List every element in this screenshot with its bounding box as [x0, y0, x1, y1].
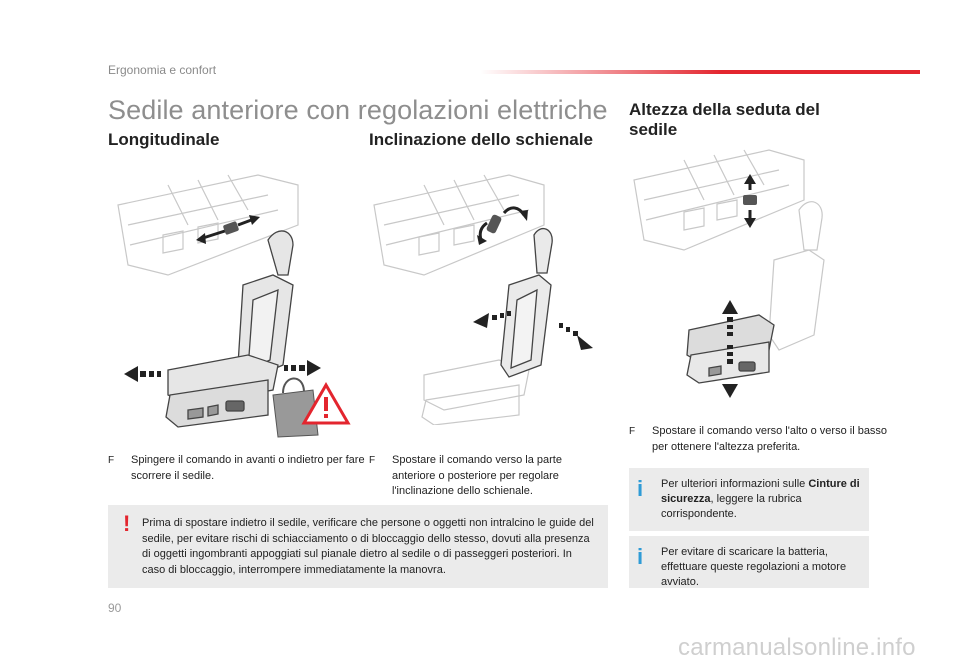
info-text-battery: Per evitare di scaricare la batteria, effettuare queste regolazioni a motore avviato.: [661, 546, 847, 588]
info-box-seatbelts: [629, 468, 869, 531]
altezza-instruction: [629, 424, 892, 455]
seat-recline-illustration: [369, 165, 599, 425]
backrest-control-arrows-icon: [477, 208, 528, 245]
header-accent-line: [480, 70, 920, 74]
heading-altezza: Altezza della seduta del sedile: [629, 100, 820, 139]
info-text-seatbelts: Per ulteriori informazioni sulle Cinture di sicurezza, leggere la rubrica corrispondente.: [661, 478, 860, 520]
bullet-icon: F: [369, 455, 376, 466]
altezza-text: Spostare il comando verso l'alto o verso il basso per ottenere l'altezza preferita.: [652, 425, 888, 453]
bullet-icon: F: [629, 426, 636, 437]
inclinazione-text: Spostare il comando verso la parte anteriore o posteriore per regolare l'inclinazione dello schienale.: [392, 454, 562, 497]
heading-longitudinale: Longitudinale: [108, 130, 220, 149]
bullet-icon: F: [108, 455, 115, 466]
page-number: 90: [108, 601, 122, 615]
info-box-battery: [629, 536, 869, 588]
warning-text: Prima di spostare indietro il sedile, verificare che persone o oggetti non intralcino le guide del sedile, per evitare rischi di schiacciamento o di bloccaggio dello stesso, dovuti alla presenza di oggetti ingombranti appoggiati sul pianale dietro al sedile o di passeggeri posteriori. In caso di bloccaggio, interrompere immediatamente la manovra.: [142, 517, 594, 576]
watermark: carmanualsonline.info: [678, 634, 916, 661]
heading-inclinazione: Inclinazione dello schienale: [369, 130, 593, 149]
info-icon: i: [637, 544, 644, 569]
info-icon: i: [637, 476, 644, 501]
inclinazione-instruction: [369, 453, 602, 500]
seat-height-illustration: [629, 140, 869, 405]
seatbelts-reference: Cinture di sicurezza: [661, 478, 860, 505]
upper-control-arrows-icon: [196, 215, 260, 244]
longitudinale-instruction: [108, 453, 381, 484]
shopping-bag-warning-icon: [273, 378, 348, 437]
section-label: Ergonomia e confort: [108, 63, 217, 77]
seat-longitudinal-illustration: [108, 165, 358, 440]
warning-icon: !: [123, 511, 131, 536]
page-title: Sedile anteriore con regolazioni elettriche: [108, 95, 608, 125]
warning-box: [108, 505, 608, 588]
longitudinale-text: Spingere il comando in avanti o indietro per fare scorrere il sedile.: [131, 454, 365, 482]
